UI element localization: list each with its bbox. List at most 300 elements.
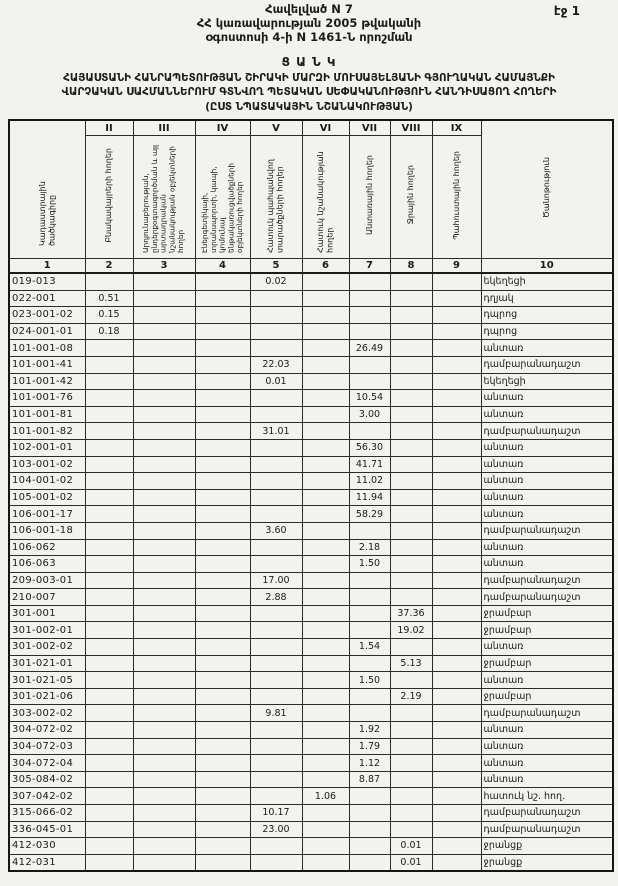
table-row	[9, 572, 613, 589]
area-value-cell	[390, 406, 432, 423]
area-value-cell: 1.92	[349, 722, 390, 739]
area-value-cell	[133, 506, 195, 523]
area-value-cell	[349, 605, 390, 622]
area-value-cell	[195, 290, 250, 307]
note-cell: դամբարանադաշտ	[481, 805, 613, 822]
table-row	[9, 489, 613, 506]
area-value-cell	[85, 688, 133, 705]
area-value-cell	[133, 522, 195, 539]
cadastral-code-cell: 301-021-01	[9, 655, 85, 672]
area-value-cell	[133, 705, 195, 722]
area-value-cell	[390, 307, 432, 324]
area-value-cell	[302, 589, 349, 606]
column-number-7: 7	[349, 259, 390, 274]
area-value-cell	[432, 473, 481, 490]
area-value-cell	[85, 356, 133, 373]
area-value-cell: 0.51	[85, 290, 133, 307]
area-value-cell	[432, 506, 481, 523]
area-value-cell	[85, 672, 133, 689]
area-value-cell	[349, 788, 390, 805]
note-cell: անտառ	[481, 439, 613, 456]
note-cell: անտառ	[481, 771, 613, 788]
column-title-industrial-lands: Արդյունաբերության, ընդերքօգտագործման և այլ արտադրական նշանակության օբյեկտների հողեր	[141, 144, 186, 253]
cadastral-code-cell: 301-001	[9, 605, 85, 622]
table-body	[9, 273, 613, 871]
area-value-cell	[302, 473, 349, 490]
appendix-block	[0, 3, 618, 44]
column-number-4: 4	[195, 259, 250, 274]
area-value-cell	[432, 273, 481, 290]
area-value-cell	[390, 556, 432, 573]
cadastral-code-cell: 301-021-05	[9, 672, 85, 689]
area-value-cell	[133, 688, 195, 705]
area-value-cell	[302, 307, 349, 324]
note-cell: անտառ	[481, 738, 613, 755]
cadastral-code-cell: 303-002-02	[9, 705, 85, 722]
cadastral-code-cell: 304-072-04	[9, 755, 85, 772]
area-value-cell	[432, 390, 481, 407]
area-value-cell: 0.15	[85, 307, 133, 324]
area-value-cell: 1.50	[349, 672, 390, 689]
roman-numeral-V: V	[250, 120, 302, 136]
column-number-8: 8	[390, 259, 432, 274]
area-value-cell	[250, 755, 302, 772]
area-value-cell	[432, 672, 481, 689]
column-title-infrastructure-lands: Էներգետիկայի, տրանսպորտի, կապի, կոմունալ ենթակառուցվածքների օբյեկտների հողեր	[199, 162, 244, 253]
cadastral-code-cell: 024-001-01	[9, 323, 85, 340]
area-value-cell	[133, 821, 195, 838]
area-value-cell	[349, 323, 390, 340]
area-value-cell	[85, 506, 133, 523]
area-value-cell	[195, 821, 250, 838]
area-value-cell	[195, 423, 250, 440]
note-cell: անտառ	[481, 473, 613, 490]
area-value-cell	[250, 406, 302, 423]
note-cell: անտառ	[481, 755, 613, 772]
area-value-cell	[85, 722, 133, 739]
area-value-cell	[133, 854, 195, 871]
area-value-cell	[195, 605, 250, 622]
area-value-cell	[195, 556, 250, 573]
area-value-cell	[133, 473, 195, 490]
land-parcels-table	[8, 119, 614, 872]
table-row	[9, 390, 613, 407]
area-value-cell	[349, 805, 390, 822]
column-title-protected-lands: Հատուկ պահպանվող տարածքների հողեր	[266, 159, 285, 253]
area-value-cell	[432, 373, 481, 390]
area-value-cell	[390, 755, 432, 772]
cadastral-code-cell: 301-021-06	[9, 688, 85, 705]
column-header-cadastral-code	[9, 120, 85, 259]
area-value-cell	[432, 755, 481, 772]
table-row	[9, 506, 613, 523]
area-value-cell	[250, 390, 302, 407]
area-value-cell	[133, 439, 195, 456]
area-value-cell	[432, 622, 481, 639]
cadastral-code-cell: 101-001-81	[9, 406, 85, 423]
area-value-cell	[250, 655, 302, 672]
cadastral-code-cell: 307-042-02	[9, 788, 85, 805]
cadastral-code-cell: 022-001	[9, 290, 85, 307]
area-value-cell	[302, 805, 349, 822]
area-value-cell	[250, 854, 302, 871]
table-row	[9, 605, 613, 622]
area-value-cell	[390, 340, 432, 357]
area-value-cell	[195, 854, 250, 871]
area-value-cell	[390, 290, 432, 307]
area-value-cell	[133, 605, 195, 622]
roman-numeral-II: II	[85, 120, 133, 136]
area-value-cell	[195, 805, 250, 822]
column-number-6: 6	[302, 259, 349, 274]
area-value-cell	[390, 805, 432, 822]
table-row	[9, 556, 613, 573]
area-value-cell	[195, 639, 250, 656]
area-value-cell: 11.02	[349, 473, 390, 490]
area-value-cell	[195, 655, 250, 672]
area-value-cell	[432, 356, 481, 373]
note-cell: դամբարանադաշտ	[481, 589, 613, 606]
document-title	[0, 54, 618, 114]
area-value-cell	[432, 722, 481, 739]
area-value-cell	[432, 655, 481, 672]
area-value-cell	[195, 672, 250, 689]
area-value-cell	[302, 423, 349, 440]
area-value-cell	[85, 390, 133, 407]
area-value-cell	[432, 539, 481, 556]
area-value-cell	[302, 356, 349, 373]
area-value-cell	[349, 622, 390, 639]
table-row	[9, 589, 613, 606]
area-value-cell	[195, 705, 250, 722]
column-header-forest-lands	[349, 136, 390, 259]
note-cell: անտառ	[481, 672, 613, 689]
area-value-cell	[302, 489, 349, 506]
column-title-notes: Ծանոթություն	[541, 157, 551, 218]
appendix-line-1: Հավելված N 7	[265, 2, 353, 16]
area-value-cell	[250, 605, 302, 622]
area-value-cell	[85, 589, 133, 606]
note-cell: եկեղեցի	[481, 373, 613, 390]
area-value-cell	[133, 572, 195, 589]
note-cell: դղյակ	[481, 290, 613, 307]
area-value-cell	[85, 489, 133, 506]
area-value-cell	[390, 589, 432, 606]
area-value-cell	[133, 639, 195, 656]
area-value-cell	[195, 273, 250, 290]
area-value-cell	[432, 738, 481, 755]
area-value-cell	[195, 788, 250, 805]
area-value-cell	[302, 390, 349, 407]
area-value-cell	[302, 821, 349, 838]
area-value-cell	[302, 838, 349, 855]
table-row	[9, 622, 613, 639]
area-value-cell	[85, 473, 133, 490]
cadastral-code-cell: 102-001-01	[9, 439, 85, 456]
note-cell: անտառ	[481, 390, 613, 407]
area-value-cell	[133, 655, 195, 672]
area-value-cell	[432, 556, 481, 573]
area-value-cell	[390, 456, 432, 473]
column-header-settlement-lands	[85, 136, 133, 259]
cadastral-code-cell: 103-001-02	[9, 456, 85, 473]
area-value-cell	[85, 522, 133, 539]
area-value-cell	[302, 439, 349, 456]
area-value-cell	[390, 639, 432, 656]
area-value-cell: 10.17	[250, 805, 302, 822]
area-value-cell	[195, 738, 250, 755]
area-value-cell	[195, 406, 250, 423]
roman-numeral-IX: IX	[432, 120, 481, 136]
area-value-cell	[85, 854, 133, 871]
note-cell: ջրամբար	[481, 688, 613, 705]
area-value-cell	[250, 340, 302, 357]
area-value-cell: 1.06	[302, 788, 349, 805]
table-row	[9, 473, 613, 490]
area-value-cell	[133, 771, 195, 788]
note-cell: դամբարանադաշտ	[481, 522, 613, 539]
column-number-10: 10	[481, 259, 613, 274]
cadastral-code-cell: 315-066-02	[9, 805, 85, 822]
area-value-cell	[432, 456, 481, 473]
area-value-cell	[390, 489, 432, 506]
table-row	[9, 456, 613, 473]
area-value-cell	[133, 539, 195, 556]
area-value-cell	[85, 423, 133, 440]
area-value-cell	[195, 373, 250, 390]
area-value-cell	[85, 738, 133, 755]
area-value-cell	[349, 423, 390, 440]
area-value-cell	[250, 506, 302, 523]
table-row	[9, 340, 613, 357]
area-value-cell	[195, 323, 250, 340]
area-value-cell: 1.79	[349, 738, 390, 755]
area-value-cell: 58.29	[349, 506, 390, 523]
column-number-2: 2	[85, 259, 133, 274]
area-value-cell	[432, 705, 481, 722]
area-value-cell	[133, 556, 195, 573]
area-value-cell: 1.12	[349, 755, 390, 772]
area-value-cell	[390, 771, 432, 788]
area-value-cell	[85, 439, 133, 456]
area-value-cell	[302, 373, 349, 390]
column-number-3: 3	[133, 259, 195, 274]
table-row	[9, 821, 613, 838]
column-title-cadastral-code: Կադաստրային ծածկագիրը	[37, 180, 57, 246]
area-value-cell	[302, 556, 349, 573]
area-value-cell	[133, 307, 195, 324]
area-value-cell	[195, 356, 250, 373]
area-value-cell	[432, 854, 481, 871]
area-value-cell	[250, 323, 302, 340]
area-value-cell	[133, 423, 195, 440]
area-value-cell	[250, 771, 302, 788]
area-value-cell	[85, 821, 133, 838]
table-row	[9, 688, 613, 705]
area-value-cell	[250, 639, 302, 656]
area-value-cell	[85, 639, 133, 656]
area-value-cell	[250, 290, 302, 307]
appendix-line-3: օգոստոսի 4-ի N 1461-Ն որոշման	[205, 29, 413, 44]
area-value-cell	[133, 722, 195, 739]
area-value-cell	[302, 755, 349, 772]
area-value-cell	[250, 473, 302, 490]
area-value-cell	[85, 771, 133, 788]
area-value-cell	[195, 456, 250, 473]
note-cell: ջրամբար	[481, 622, 613, 639]
area-value-cell: 11.94	[349, 489, 390, 506]
area-value-cell	[85, 755, 133, 772]
area-value-cell	[133, 805, 195, 822]
area-value-cell	[390, 705, 432, 722]
note-cell: անտառ	[481, 539, 613, 556]
area-value-cell	[302, 522, 349, 539]
note-cell: անտառ	[481, 556, 613, 573]
cadastral-code-cell: 101-001-41	[9, 356, 85, 373]
area-value-cell	[133, 738, 195, 755]
area-value-cell	[195, 589, 250, 606]
cadastral-code-cell: 301-002-02	[9, 639, 85, 656]
area-value-cell	[195, 489, 250, 506]
area-value-cell	[250, 556, 302, 573]
area-value-cell	[349, 373, 390, 390]
area-value-cell	[349, 572, 390, 589]
area-value-cell	[85, 805, 133, 822]
area-value-cell	[133, 672, 195, 689]
area-value-cell: 41.71	[349, 456, 390, 473]
note-cell: ջրանցք	[481, 838, 613, 855]
area-value-cell	[390, 356, 432, 373]
area-value-cell	[432, 688, 481, 705]
cadastral-code-cell: 101-001-82	[9, 423, 85, 440]
area-value-cell	[390, 522, 432, 539]
area-value-cell	[250, 688, 302, 705]
area-value-cell	[85, 605, 133, 622]
area-value-cell	[133, 290, 195, 307]
area-value-cell	[250, 838, 302, 855]
area-value-cell	[195, 755, 250, 772]
table-row	[9, 771, 613, 788]
area-value-cell	[133, 390, 195, 407]
area-value-cell	[133, 755, 195, 772]
note-cell: անտառ	[481, 506, 613, 523]
table-row	[9, 655, 613, 672]
area-value-cell	[432, 290, 481, 307]
area-value-cell	[432, 489, 481, 506]
area-value-cell	[302, 290, 349, 307]
column-title-water-lands: Ջրային հողեր	[406, 165, 416, 225]
cadastral-code-cell: 105-001-02	[9, 489, 85, 506]
area-value-cell	[250, 622, 302, 639]
cadastral-code-cell: 301-002-01	[9, 622, 85, 639]
area-value-cell	[432, 821, 481, 838]
area-value-cell	[85, 406, 133, 423]
area-value-cell	[302, 655, 349, 672]
area-value-cell	[302, 456, 349, 473]
area-value-cell	[195, 439, 250, 456]
area-value-cell	[302, 506, 349, 523]
area-value-cell	[432, 307, 481, 324]
area-value-cell	[133, 373, 195, 390]
table-row	[9, 838, 613, 855]
area-value-cell	[133, 589, 195, 606]
note-cell: անտառ	[481, 406, 613, 423]
table-row	[9, 406, 613, 423]
note-cell: դպրոց	[481, 323, 613, 340]
cadastral-code-cell: 101-001-42	[9, 373, 85, 390]
note-cell: ջրամբար	[481, 605, 613, 622]
cadastral-code-cell: 305-084-02	[9, 771, 85, 788]
area-value-cell	[432, 805, 481, 822]
area-value-cell	[133, 340, 195, 357]
area-value-cell	[85, 340, 133, 357]
area-value-cell	[432, 771, 481, 788]
note-cell: անտառ	[481, 489, 613, 506]
column-header-notes	[481, 120, 613, 259]
area-value-cell: 0.01	[390, 854, 432, 871]
area-value-cell	[250, 439, 302, 456]
area-value-cell	[302, 622, 349, 639]
area-value-cell	[250, 672, 302, 689]
area-value-cell	[195, 722, 250, 739]
cadastral-code-cell: 106-063	[9, 556, 85, 573]
area-value-cell	[349, 307, 390, 324]
area-value-cell	[302, 323, 349, 340]
note-cell: դամբարանադաշտ	[481, 821, 613, 838]
area-value-cell	[390, 788, 432, 805]
area-value-cell: 5.13	[390, 655, 432, 672]
area-value-cell	[250, 788, 302, 805]
column-header-water-lands	[390, 136, 432, 259]
cadastral-code-cell: 106-001-18	[9, 522, 85, 539]
area-value-cell	[133, 356, 195, 373]
area-value-cell	[302, 406, 349, 423]
area-value-cell	[349, 688, 390, 705]
column-number-row	[9, 259, 613, 274]
area-value-cell: 2.88	[250, 589, 302, 606]
area-value-cell	[349, 821, 390, 838]
area-value-cell	[349, 589, 390, 606]
column-header-reserve-lands	[432, 136, 481, 259]
area-value-cell: 23.00	[250, 821, 302, 838]
area-value-cell	[302, 639, 349, 656]
roman-numeral-III: III	[133, 120, 195, 136]
table-row	[9, 290, 613, 307]
area-value-cell	[302, 705, 349, 722]
area-value-cell	[390, 323, 432, 340]
area-value-cell	[85, 273, 133, 290]
table-row	[9, 722, 613, 739]
area-value-cell	[390, 821, 432, 838]
table-row	[9, 705, 613, 722]
area-value-cell	[250, 307, 302, 324]
area-value-cell	[349, 356, 390, 373]
area-value-cell	[195, 688, 250, 705]
area-value-cell	[432, 838, 481, 855]
cadastral-code-cell: 412-031	[9, 854, 85, 871]
area-value-cell: 9.81	[250, 705, 302, 722]
area-value-cell	[302, 539, 349, 556]
area-value-cell: 26.49	[349, 340, 390, 357]
cadastral-code-cell: 304-072-03	[9, 738, 85, 755]
area-value-cell	[195, 307, 250, 324]
note-cell: ջրանցք	[481, 854, 613, 871]
area-value-cell	[432, 340, 481, 357]
area-value-cell: 2.18	[349, 539, 390, 556]
cadastral-code-cell: 023-001-02	[9, 307, 85, 324]
table-row	[9, 672, 613, 689]
area-value-cell	[250, 489, 302, 506]
